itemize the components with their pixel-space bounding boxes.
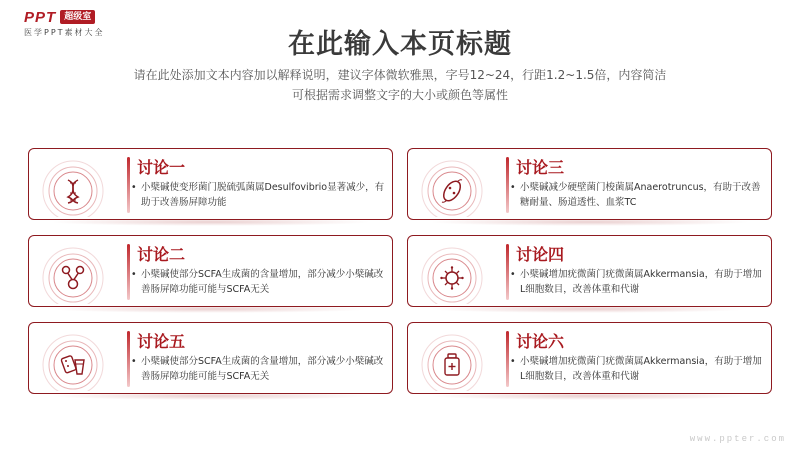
card-divider [127, 157, 130, 213]
logo-badge: 超级室 [60, 10, 95, 24]
card-text[interactable] [131, 180, 386, 210]
bullet: • [131, 182, 137, 193]
card-body: 小檗碱使变形菌门脱硫弧菌属Desulfovibrio显著减少，有助于改善肠屏障功能 [141, 182, 385, 208]
molecule-icon [37, 240, 109, 304]
discussion-card-3[interactable] [407, 148, 772, 220]
pills-cup-icon [37, 327, 109, 391]
card-divider [506, 157, 509, 213]
card-divider [506, 331, 509, 387]
card-text[interactable] [131, 354, 386, 384]
page-title[interactable]: 在此输入本页标题 [288, 29, 512, 60]
card-body: 小檗碱使部分SCFA生成菌的含量增加，部分减少小檗碱改善肠屏障功能可能与SCFA无关 [141, 356, 384, 382]
subtitle-line-1[interactable]: 请在此处添加文本内容加以解释说明，建议字体微软雅黑，字号12~24，行距1.2~1.5倍，内容简洁 [133, 68, 667, 82]
card-body: 小檗碱使部分SCFA生成菌的含量增加，部分减少小檗碱改善肠屏障功能可能与SCFA无关 [141, 269, 384, 295]
bullet: • [510, 356, 516, 367]
discussion-card-1[interactable] [28, 148, 393, 220]
card-title[interactable]: 讨论三 [516, 158, 565, 177]
card-title[interactable]: 讨论一 [137, 158, 186, 177]
card-divider [506, 244, 509, 300]
logo-brand-text: PPT [24, 8, 57, 26]
discussion-card-2[interactable] [28, 235, 393, 307]
card-body: 小檗碱增加疣微菌门疣微菌属Akkermansia，有助于增加L细胞数目，改善体重和代谢 [520, 269, 762, 295]
dna-icon [37, 153, 109, 217]
subtitle-line-2[interactable]: 可根据需求调整文字的大小或颜色等属性 [291, 88, 508, 102]
discussion-card-5[interactable] [28, 322, 393, 394]
virus-icon [416, 240, 488, 304]
bullet: • [131, 269, 137, 280]
logo-subtitle: 医学PPT素材大全 [24, 28, 105, 37]
bullet: • [510, 269, 516, 280]
card-body: 小檗碱减少硬壁菌门梭菌属Anaerotruncus，有助于改善糖耐量、肠道透性、血浆TC [520, 182, 761, 208]
bacterium-icon [416, 153, 488, 217]
card-title[interactable]: 讨论四 [516, 245, 565, 264]
card-divider [127, 331, 130, 387]
discussion-card-4[interactable] [407, 235, 772, 307]
discussion-card-6[interactable] [407, 322, 772, 394]
bullet: • [131, 356, 137, 367]
card-title[interactable]: 讨论二 [137, 245, 186, 264]
card-text[interactable] [131, 267, 386, 297]
medicine-bottle-icon [416, 327, 488, 391]
card-text[interactable] [510, 354, 765, 384]
card-title[interactable]: 讨论五 [137, 332, 186, 351]
card-title[interactable]: 讨论六 [516, 332, 565, 351]
card-divider [127, 244, 130, 300]
bullet: • [510, 182, 516, 193]
card-text[interactable] [510, 180, 765, 210]
card-text[interactable] [510, 267, 765, 297]
watermark: www.ppter.com [689, 434, 786, 444]
card-body: 小檗碱增加疣微菌门疣微菌属Akkermansia，有助于增加L细胞数目，改善体重和代谢 [520, 356, 762, 382]
